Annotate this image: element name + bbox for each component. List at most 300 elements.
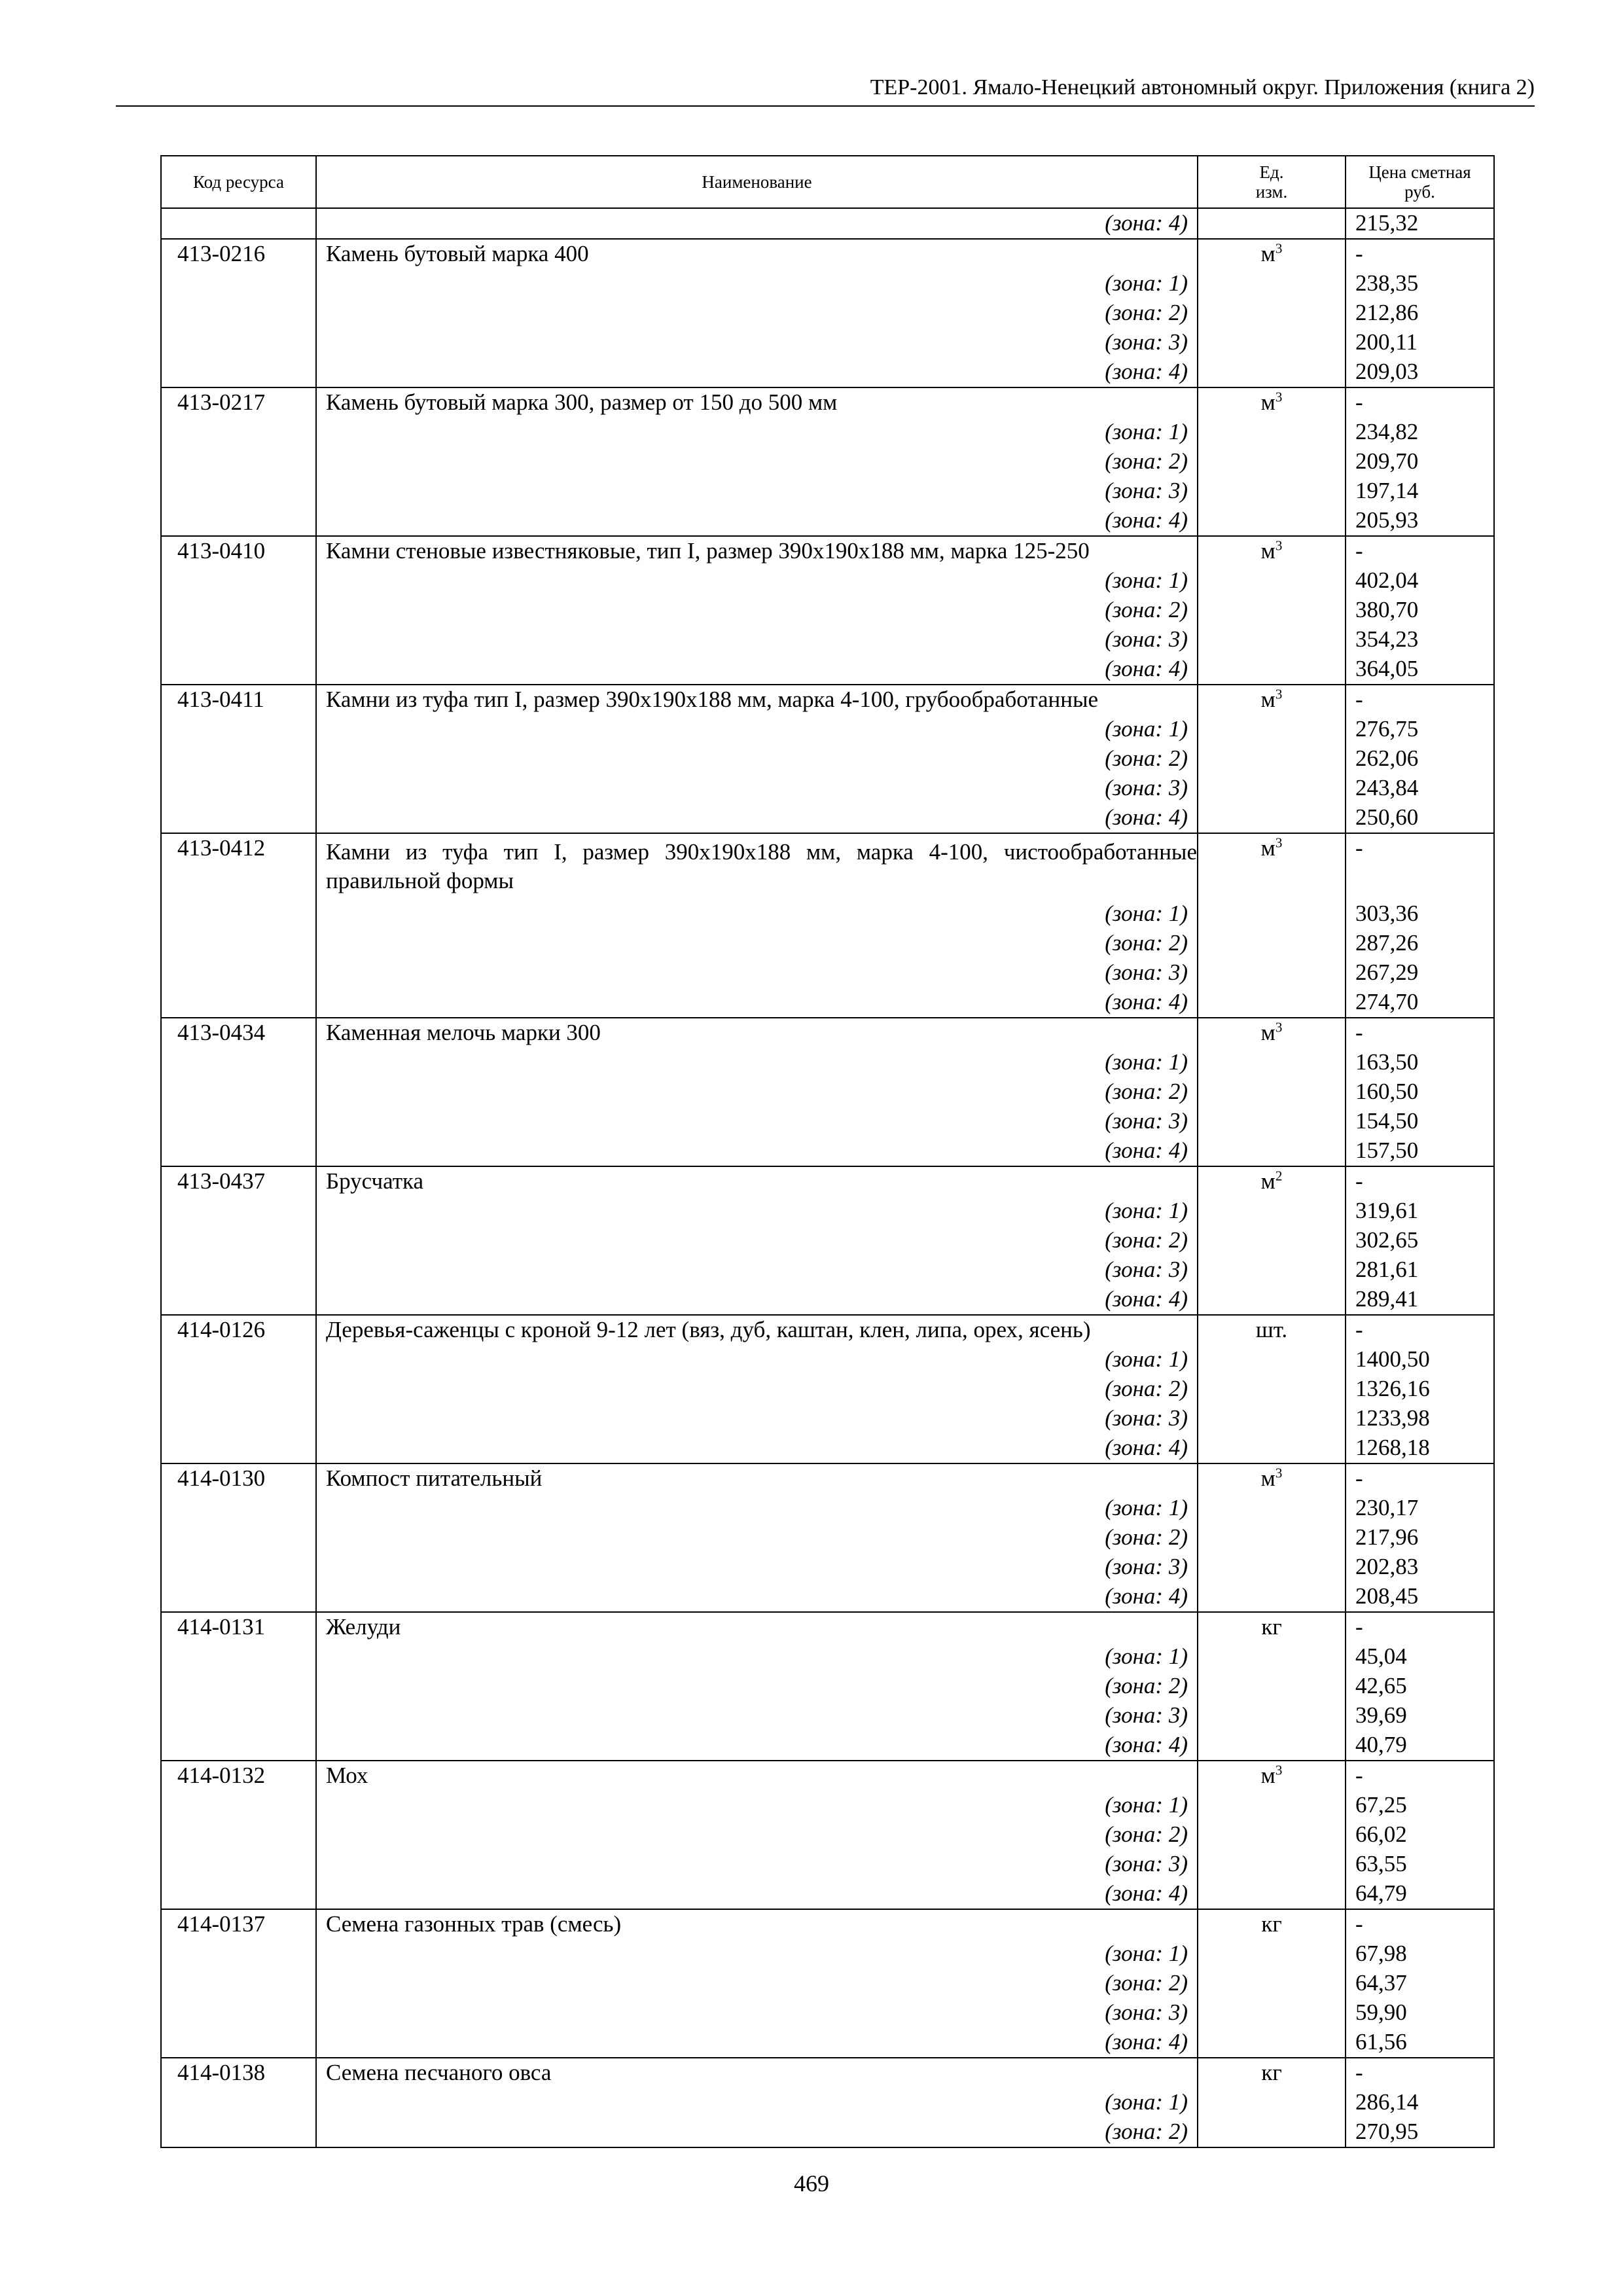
resource-code-cell: [161, 1345, 316, 1374]
zone-label: (зона: 4): [316, 1136, 1198, 1166]
resource-code-cell: [161, 1969, 316, 1998]
zone-label: (зона: 3): [316, 625, 1198, 655]
zone-price: 302,65: [1346, 1226, 1494, 1255]
resource-code-cell: [161, 1285, 316, 1315]
zone-price: 157,50: [1346, 1136, 1494, 1166]
resource-code-cell: [161, 1048, 316, 1077]
zone-label: (зона: 4): [316, 655, 1198, 685]
resource-name: Камни из туфа тип I, размер 390x190x188 мм, марка 4-100, грубообработанные: [316, 685, 1198, 715]
unit-cell: [1198, 1939, 1346, 1969]
zone-row: [161, 774, 1494, 803]
table-row: [161, 1761, 1494, 1791]
unit-cell: [1198, 1048, 1346, 1077]
zone-price: 64,37: [1346, 1969, 1494, 1998]
zone-price: 163,50: [1346, 1048, 1494, 1077]
resource-code-cell: [161, 418, 316, 447]
resource-code-cell: [161, 625, 316, 655]
zone-label: (зона: 1): [316, 1939, 1198, 1969]
zone-label: (зона: 3): [316, 1998, 1198, 2028]
zone-row: [161, 1433, 1494, 1463]
zone-row: [161, 899, 1494, 929]
unit-cell: [1198, 1136, 1346, 1166]
zone-label: (зона: 4): [316, 1879, 1198, 1909]
unit-cell: [1198, 929, 1346, 958]
unit-cell: [1198, 1969, 1346, 1998]
zone-row: [161, 1998, 1494, 2028]
zone-label: (зона: 2): [316, 1672, 1198, 1701]
zone-row: [161, 625, 1494, 655]
zone-price: 212,86: [1346, 298, 1494, 328]
price-cell: 215,32: [1346, 208, 1494, 239]
resource-code-cell: [161, 1523, 316, 1552]
unit-cell: [1198, 833, 1346, 899]
zone-row: [161, 655, 1494, 685]
table-row: [161, 1166, 1494, 1196]
resource-name: Камни стеновые известняковые, тип I, размер 390x190x188 мм, марка 125-250: [316, 536, 1198, 566]
zone-label: (зона: 2): [316, 929, 1198, 958]
base-price: -: [1346, 239, 1494, 269]
resource-code-cell: [161, 1820, 316, 1850]
resource-code: 413-0217: [161, 387, 316, 418]
unit-cell: [1198, 803, 1346, 833]
zone-price: 61,56: [1346, 2028, 1494, 2058]
unit-cell: [1198, 1850, 1346, 1879]
zone-row: [161, 958, 1494, 988]
unit-cell: [1198, 958, 1346, 988]
unit-label: м: [1260, 241, 1275, 266]
zone-price: 45,04: [1346, 1642, 1494, 1672]
zone-row: [161, 744, 1494, 774]
zone-label: (зона: 1): [316, 1494, 1198, 1523]
unit-cell: [1198, 1523, 1346, 1552]
resource-code-cell: [161, 328, 316, 357]
zone-label: (зона: 1): [316, 566, 1198, 596]
zone-price: 1233,98: [1346, 1404, 1494, 1433]
zone-price: 40,79: [1346, 1731, 1494, 1761]
resource-code-cell: [161, 1077, 316, 1107]
unit-cell: [1198, 2117, 1346, 2147]
zone-price: 160,50: [1346, 1077, 1494, 1107]
zone-price: 250,60: [1346, 803, 1494, 833]
zone-price: 42,65: [1346, 1672, 1494, 1701]
zone-price: 276,75: [1346, 715, 1494, 744]
zone-label: (зона: 1): [316, 1048, 1198, 1077]
zone-row: [161, 1969, 1494, 1998]
zone-label: (зона: 3): [316, 1107, 1198, 1136]
table-row: [161, 1315, 1494, 1345]
unit-label: м: [1260, 1763, 1275, 1788]
zone-label: (зона: 3): [316, 1255, 1198, 1285]
table-row: [161, 239, 1494, 269]
resource-code: 414-0131: [161, 1612, 316, 1642]
zone-label: (зона: 4): [316, 1433, 1198, 1463]
resource-code-cell: [161, 1404, 316, 1433]
resource-code: 413-0410: [161, 536, 316, 566]
table-row: [161, 1018, 1494, 1048]
unit-cell: [1198, 2028, 1346, 2058]
zone-price: 66,02: [1346, 1820, 1494, 1850]
resource-code: 414-0137: [161, 1909, 316, 1939]
unit-cell: [1198, 1315, 1346, 1345]
unit-cell: [1198, 506, 1346, 536]
unit-cell: [1198, 1791, 1346, 1820]
unit-cell: [1198, 988, 1346, 1018]
resource-code-cell: [161, 1107, 316, 1136]
resource-name: Камень бутовый марка 400: [316, 239, 1198, 269]
resource-code-cell: [161, 988, 316, 1018]
unit-cell: [1198, 1909, 1346, 1939]
table-body: [161, 208, 1494, 2147]
unit-cell: [1198, 1107, 1346, 1136]
unit-cell: [1198, 476, 1346, 506]
unit-cell: [1198, 655, 1346, 685]
zone-label: (зона: 3): [316, 958, 1198, 988]
resource-code-cell: [161, 1731, 316, 1761]
zone-row: [161, 1077, 1494, 1107]
unit-cell: [1198, 1255, 1346, 1285]
zone-label: (зона: 2): [316, 1374, 1198, 1404]
unit-label: м: [1260, 1465, 1275, 1491]
zone-row: [161, 1939, 1494, 1969]
resource-code-cell: [161, 899, 316, 929]
resource-price-table: [160, 155, 1495, 2148]
zone-row: [161, 2028, 1494, 2058]
zone-label: (зона: 3): [316, 328, 1198, 357]
zone-row: [161, 328, 1494, 357]
zone-label: (зона: 4): [316, 1582, 1198, 1612]
zone-price: 154,50: [1346, 1107, 1494, 1136]
resource-code-cell: [161, 208, 316, 239]
zone-price: 1268,18: [1346, 1433, 1494, 1463]
resource-code-cell: [161, 506, 316, 536]
unit-cell: [1198, 1196, 1346, 1226]
table-row: [161, 685, 1494, 715]
unit-cell: [1198, 1345, 1346, 1374]
unit-power: 3: [1275, 389, 1283, 405]
zone-price: 205,93: [1346, 506, 1494, 536]
resource-code-cell: [161, 1196, 316, 1226]
unit-cell: [1198, 715, 1346, 744]
zone-label: (зона: 4): [316, 1731, 1198, 1761]
unit-label: м: [1260, 1168, 1275, 1194]
zone-price: 354,23: [1346, 625, 1494, 655]
zone-label: (зона: 3): [316, 1701, 1198, 1731]
base-price: -: [1346, 1612, 1494, 1642]
zone-price: 209,03: [1346, 357, 1494, 387]
resource-code: 414-0126: [161, 1315, 316, 1345]
table-row: [161, 1463, 1494, 1494]
resource-code-cell: [161, 1582, 316, 1612]
resource-code-cell: [161, 476, 316, 506]
resource-code-cell: [161, 958, 316, 988]
unit-power: 2: [1275, 1168, 1283, 1184]
unit-cell: [1198, 447, 1346, 476]
resource-code-cell: [161, 1552, 316, 1582]
zone-row: [161, 1642, 1494, 1672]
zone-price: 238,35: [1346, 269, 1494, 298]
resource-code-cell: [161, 1791, 316, 1820]
zone-label: (зона: 1): [316, 899, 1198, 929]
zone-label: (зона: 2): [316, 596, 1198, 625]
zone-price: 274,70: [1346, 988, 1494, 1018]
zone-row: [161, 2117, 1494, 2147]
zone-price: 262,06: [1346, 744, 1494, 774]
zone-row: [161, 476, 1494, 506]
resource-code-cell: [161, 803, 316, 833]
table-row: [161, 208, 1494, 239]
resource-code: 413-0434: [161, 1018, 316, 1048]
resource-name: Каменная мелочь марки 300: [316, 1018, 1198, 1048]
zone-price: 364,05: [1346, 655, 1494, 685]
resource-name: Брусчатка: [316, 1166, 1198, 1196]
resource-code-cell: [161, 1998, 316, 2028]
zone-price: 289,41: [1346, 1285, 1494, 1315]
zone-label: (зона: 1): [316, 418, 1198, 447]
resource-code-cell: [161, 1672, 316, 1701]
zone-price: 39,69: [1346, 1701, 1494, 1731]
zone-label: (зона: 4): [316, 506, 1198, 536]
zone-row: [161, 1136, 1494, 1166]
zone-row: [161, 1552, 1494, 1582]
unit-cell: [1198, 596, 1346, 625]
zone-row: [161, 1582, 1494, 1612]
zone-label: (зона: 3): [316, 476, 1198, 506]
resource-code-cell: [161, 1939, 316, 1969]
unit-cell: [1198, 536, 1346, 566]
unit-cell: [1198, 1404, 1346, 1433]
zone-row: [161, 1494, 1494, 1523]
zone-label: (зона: 1): [316, 1642, 1198, 1672]
resource-code-cell: [161, 744, 316, 774]
unit-power: 3: [1275, 1019, 1283, 1035]
zone-label: (зона: 2): [316, 2117, 1198, 2147]
zone-row: [161, 1879, 1494, 1909]
resource-code-cell: [161, 715, 316, 744]
zone-row: [161, 1701, 1494, 1731]
zone-price: 1326,16: [1346, 1374, 1494, 1404]
resource-code-cell: [161, 1433, 316, 1463]
unit-cell: [1198, 685, 1346, 715]
zone-row: [161, 1374, 1494, 1404]
zone-row: [161, 988, 1494, 1018]
zone-price: 64,79: [1346, 1879, 1494, 1909]
unit-cell: [1198, 298, 1346, 328]
page-number: 469: [794, 2170, 829, 2197]
unit-cell: [1198, 1820, 1346, 1850]
unit-label: шт.: [1255, 1317, 1288, 1342]
zone-label: (зона: 1): [316, 1345, 1198, 1374]
unit-cell: [1198, 1761, 1346, 1791]
zone-label: (зона: 2): [316, 1523, 1198, 1552]
resource-name: Деревья-саженцы с кроной 9-12 лет (вяз, дуб, каштан, клен, липа, орех, ясень): [316, 1315, 1198, 1345]
resource-code-cell: [161, 1226, 316, 1255]
unit-label: м: [1260, 538, 1275, 564]
resource-code: 414-0132: [161, 1761, 316, 1791]
zone-price: 234,82: [1346, 418, 1494, 447]
unit-cell: [1198, 1463, 1346, 1494]
unit-cell: [1198, 566, 1346, 596]
table-row: [161, 1909, 1494, 1939]
resource-name: Камни из туфа тип I, размер 390x190x188 мм, марка 4-100, чистообработанные правильной формы: [316, 833, 1198, 899]
zone-price: 197,14: [1346, 476, 1494, 506]
resource-name: Мох: [316, 1761, 1198, 1791]
unit-label: м: [1260, 687, 1275, 712]
zone-row: [161, 566, 1494, 596]
base-price: -: [1346, 1761, 1494, 1791]
unit-cell: [1198, 418, 1346, 447]
base-price: -: [1346, 685, 1494, 715]
resource-code-cell: [161, 269, 316, 298]
unit-cell: [1198, 269, 1346, 298]
unit-label: кг: [1261, 1911, 1282, 1937]
zone-label: (зона: 3): [316, 1552, 1198, 1582]
unit-power: 3: [1275, 1465, 1283, 1481]
column-header-code: Код ресурса: [161, 156, 316, 208]
resource-code: 413-0411: [161, 685, 316, 715]
zone-price: 208,45: [1346, 1582, 1494, 1612]
resource-code-cell: [161, 1850, 316, 1879]
zone-label: (зона: 1): [316, 715, 1198, 744]
zone-label: (зона: 1): [316, 1196, 1198, 1226]
column-header-unit: [1198, 156, 1346, 208]
zone-price: 267,29: [1346, 958, 1494, 988]
zone-price: 230,17: [1346, 1494, 1494, 1523]
unit-power: 3: [1275, 686, 1283, 702]
unit-label: м: [1260, 1020, 1275, 1045]
zone-row: [161, 1107, 1494, 1136]
zone-label: (зона: 2): [316, 447, 1198, 476]
column-header-name: Наименование: [316, 156, 1198, 208]
base-price: -: [1346, 2058, 1494, 2088]
zone-price: 209,70: [1346, 447, 1494, 476]
unit-label: м: [1260, 389, 1275, 415]
unit-cell: [1198, 328, 1346, 357]
zone-row: [161, 1731, 1494, 1761]
unit-power: 3: [1275, 537, 1283, 554]
unit-power: 3: [1275, 1762, 1283, 1778]
zone-row: [161, 269, 1494, 298]
zone-row: [161, 1255, 1494, 1285]
zone-label: (зона: 1): [316, 1791, 1198, 1820]
unit-cell: [1198, 357, 1346, 387]
base-price: -: [1346, 833, 1494, 899]
zone-label: (зона: 3): [316, 1404, 1198, 1433]
unit-cell: [1198, 1998, 1346, 2028]
unit-cell: [1198, 1879, 1346, 1909]
running-header: [116, 77, 1535, 107]
unit-cell: [1198, 2058, 1346, 2088]
zone-price: 59,90: [1346, 1998, 1494, 2028]
base-price: -: [1346, 1018, 1494, 1048]
zone-price: 319,61: [1346, 1196, 1494, 1226]
resource-code-cell: [161, 1136, 316, 1166]
zone-price: 303,36: [1346, 899, 1494, 929]
unit-power: 3: [1275, 834, 1283, 851]
base-price: -: [1346, 1909, 1494, 1939]
unit-label: кг: [1261, 1614, 1282, 1640]
zone-row: [161, 1048, 1494, 1077]
zone-price: 270,95: [1346, 2117, 1494, 2147]
zone-price: 217,96: [1346, 1523, 1494, 1552]
zone-label: (зона: 4): [316, 208, 1198, 239]
unit-cell: [1198, 1166, 1346, 1196]
resource-code-cell: [161, 774, 316, 803]
unit-cell: [1198, 1285, 1346, 1315]
zone-row: [161, 506, 1494, 536]
zone-row: [161, 1404, 1494, 1433]
resource-name: Камень бутовый марка 300, размер от 150 до 500 мм: [316, 387, 1198, 418]
unit-cell: [1198, 899, 1346, 929]
zone-price: 281,61: [1346, 1255, 1494, 1285]
resource-code-cell: [161, 1879, 316, 1909]
unit-cell: [1198, 1433, 1346, 1463]
zone-row: [161, 447, 1494, 476]
base-price: -: [1346, 387, 1494, 418]
zone-price: 1400,50: [1346, 1345, 1494, 1374]
zone-row: [161, 298, 1494, 328]
zone-row: [161, 1285, 1494, 1315]
unit-cell: [1198, 744, 1346, 774]
unit-cell: [1198, 387, 1346, 418]
resource-code-cell: [161, 1494, 316, 1523]
zone-price: 200,11: [1346, 328, 1494, 357]
zone-label: (зона: 2): [316, 1077, 1198, 1107]
table-row: [161, 1612, 1494, 1642]
zone-price: 243,84: [1346, 774, 1494, 803]
resource-code-cell: [161, 655, 316, 685]
zone-price: 287,26: [1346, 929, 1494, 958]
unit-label: м: [1260, 835, 1275, 861]
unit-cell: [1198, 625, 1346, 655]
resource-code: 414-0130: [161, 1463, 316, 1494]
base-price: -: [1346, 536, 1494, 566]
resource-code-cell: [161, 1374, 316, 1404]
unit-label: кг: [1261, 2060, 1282, 2085]
resource-code-cell: [161, 596, 316, 625]
table-row: [161, 2058, 1494, 2088]
zone-row: [161, 929, 1494, 958]
zone-price: 63,55: [1346, 1850, 1494, 1879]
table-row: [161, 387, 1494, 418]
zone-row: [161, 1672, 1494, 1701]
zone-label: (зона: 4): [316, 2028, 1198, 2058]
zone-label: (зона: 4): [316, 357, 1198, 387]
column-header-price: [1346, 156, 1494, 208]
unit-cell: [1198, 1731, 1346, 1761]
zone-row: [161, 2088, 1494, 2117]
zone-label: (зона: 2): [316, 298, 1198, 328]
unit-cell: [1198, 1494, 1346, 1523]
unit-power: 3: [1275, 240, 1283, 257]
table-row: [161, 833, 1494, 899]
zone-label: (зона: 1): [316, 2088, 1198, 2117]
unit-cell: [1198, 1077, 1346, 1107]
running-title: ТЕР-2001. Ямало-Ненецкий автономный округ. Приложения (книга 2): [870, 75, 1535, 99]
base-price: -: [1346, 1315, 1494, 1345]
resource-code-cell: [161, 447, 316, 476]
unit-cell: [1198, 1018, 1346, 1048]
resource-code-cell: [161, 1255, 316, 1285]
zone-price: 402,04: [1346, 566, 1494, 596]
unit-cell: [1198, 1701, 1346, 1731]
zone-price: 67,25: [1346, 1791, 1494, 1820]
resource-code-cell: [161, 566, 316, 596]
table-header-row: [161, 156, 1494, 208]
zone-row: [161, 357, 1494, 387]
unit-cell: [1198, 1612, 1346, 1642]
zone-row: [161, 1791, 1494, 1820]
zone-label: (зона: 2): [316, 744, 1198, 774]
